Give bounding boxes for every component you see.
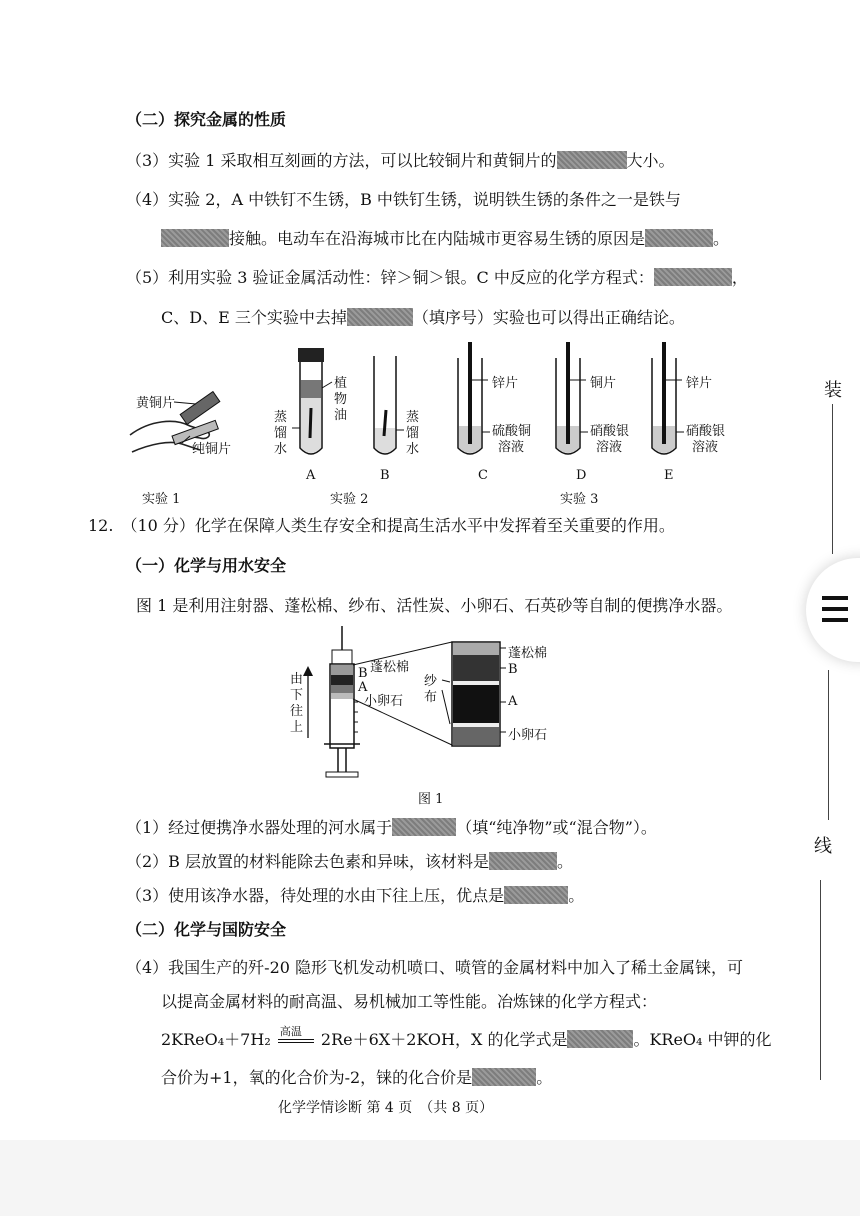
question-12-4-line1: （4）我国生产的歼-20 隐形飞机发动机喷口、喷管的金属材料中加入了稀土金属铼，可 xyxy=(126,958,744,977)
label-tube-a: A xyxy=(306,468,316,483)
answer-blank xyxy=(347,308,413,326)
label-cotton-left: 蓬松棉 xyxy=(370,660,410,675)
label-pebble-left: 小卵石 xyxy=(364,694,404,709)
section-heading-water: （一）化学与用水安全 xyxy=(126,556,287,575)
question-12-4-line2: 以提高金属材料的耐高温、易机械加工等性能。冶炼铼的化学方程式： xyxy=(161,992,658,1011)
reaction-arrow xyxy=(276,1025,316,1050)
answer-blank xyxy=(557,151,627,169)
question-12-intro: 图 1 是利用注射器、蓬松棉、纱布、活性炭、小卵石、石英砂等自制的便携净水器。 xyxy=(136,596,733,615)
answer-blank xyxy=(392,818,456,836)
equation-after: 。KReO₄ 中钾的化 xyxy=(633,1030,772,1049)
q3-text: （3）实验 1 采取相互刻画的方法，可以比较铜片和黄铜片的 xyxy=(126,151,557,170)
question-12-3 xyxy=(126,886,584,906)
label-d-metal: 铜片 xyxy=(590,376,617,391)
label-pure-copper: 纯铜片 xyxy=(192,442,232,457)
test-tube-a xyxy=(292,348,332,454)
answer-blank xyxy=(472,1068,536,1086)
label-layer-a-left: A xyxy=(358,680,368,695)
label-tube-d: D xyxy=(576,468,587,483)
question-12-title: 12. （10 分）化学在保障人类生存安全和提高生活水平中发挥着至关重要的作用。 xyxy=(88,516,675,535)
q3-text-end: 大小。 xyxy=(626,151,675,170)
equation-right: 2Re＋6X＋2KOH，X 的化学式是 xyxy=(320,1030,568,1049)
q12-2-text-end: 。 xyxy=(557,852,574,871)
q12-4-text-end: 。 xyxy=(536,1068,553,1087)
answer-blank xyxy=(504,886,568,904)
test-tube-e xyxy=(652,342,684,454)
q4-text: 接触。电动车在沿海城市比在内陆城市更容易生锈的原因是 xyxy=(229,229,646,248)
answer-blank xyxy=(645,229,713,247)
question-5-line1 xyxy=(126,268,748,288)
caption-experiment-2: 实验 2 xyxy=(330,492,369,507)
page-footer: 化学学情诊断 第 4 页 （共 8 页） xyxy=(278,1100,494,1116)
test-tube-b xyxy=(374,356,404,454)
label-tube-c: C xyxy=(478,468,488,483)
margin-line-top xyxy=(832,404,833,554)
q12-1-text: （1）经过便携净水器处理的河水属于 xyxy=(126,818,393,837)
test-tube-c xyxy=(458,342,490,454)
label-plant-oil: 植 物 油 xyxy=(334,376,348,423)
label-cotton-right: 蓬松棉 xyxy=(508,646,548,661)
question-12-4-line4 xyxy=(161,1068,552,1088)
q12-2-text: （2）B 层放置的材料能除去色素和异味，该材料是 xyxy=(126,852,490,871)
equation-left: 2KReO₄＋7H₂ xyxy=(161,1030,271,1049)
q12-4-text: 合价为+1，氧的化合价为-2，铼的化合价是 xyxy=(161,1068,473,1087)
question-12-1 xyxy=(126,818,657,838)
question-4-line1: （4）实验 2，A 中铁钉不生锈，B 中铁钉生锈，说明铁生锈的条件之一是铁与 xyxy=(126,190,681,209)
caption-figure-1: 图 1 xyxy=(418,792,444,807)
margin-char-bottom: 线 xyxy=(814,836,832,857)
answer-blank xyxy=(567,1030,633,1048)
label-layer-b-right: B xyxy=(508,662,518,677)
section-heading-defense: （二）化学与国防安全 xyxy=(126,920,287,939)
question-12-2 xyxy=(126,852,573,872)
label-tube-e: E xyxy=(664,468,674,483)
section-heading-metal: （二）探究金属的性质 xyxy=(126,110,287,129)
margin-line-bottom xyxy=(820,880,821,1080)
reaction-condition: 高温 xyxy=(279,1025,302,1038)
q12-1-text-end: （填“纯净物”或“混合物”）。 xyxy=(456,818,657,837)
caption-experiment-3: 实验 3 xyxy=(560,492,599,507)
q4-text-end: 。 xyxy=(713,229,730,248)
test-tube-d xyxy=(556,342,588,454)
label-tube-b: B xyxy=(380,468,390,483)
label-d-solution: 硝酸银 溶液 xyxy=(590,424,630,455)
label-layer-b-left: B xyxy=(358,666,368,681)
label-direction: 由 下 往 上 xyxy=(290,672,304,735)
q12-3-text: （3）使用该净水器，待处理的水由下往上压，优点是 xyxy=(126,886,505,905)
viewer-background xyxy=(0,1140,860,1216)
q5-text-comma: ， xyxy=(731,268,748,287)
menu-button[interactable] xyxy=(806,558,860,662)
label-pebble-right: 小卵石 xyxy=(508,728,548,743)
question-4-line2 xyxy=(161,229,729,249)
label-layer-a-right: A xyxy=(508,694,518,709)
answer-blank xyxy=(654,268,732,286)
margin-char-top: 装 xyxy=(824,380,842,401)
label-e-metal: 锌片 xyxy=(686,376,713,391)
label-e-solution: 硝酸银 溶液 xyxy=(686,424,726,455)
label-c-solution: 硫酸铜 溶液 xyxy=(492,424,532,455)
q5-text-2: C、D、E 三个实验中去掉 xyxy=(161,308,347,327)
margin-line-mid xyxy=(828,670,829,820)
label-distilled-water-a: 蒸 馏 水 xyxy=(274,410,288,457)
label-distilled-water-b: 蒸 馏 水 xyxy=(406,410,420,457)
label-gauze: 纱 布 xyxy=(424,674,438,705)
label-c-metal: 锌片 xyxy=(492,376,519,391)
answer-blank xyxy=(489,852,557,870)
q5-text-3: （填序号）实验也可以得出正确结论。 xyxy=(412,308,685,327)
q12-3-text-end: 。 xyxy=(568,886,585,905)
question-5-line2 xyxy=(161,308,685,328)
caption-experiment-1: 实验 1 xyxy=(142,492,181,507)
answer-blank xyxy=(161,229,229,247)
q5-text: （5）利用实验 3 验证金属活动性：锌＞铜＞银。C 中反应的化学方程式： xyxy=(126,268,654,287)
label-brass: 黄铜片 xyxy=(136,396,176,411)
question-12-4-equation xyxy=(161,1025,772,1050)
question-3 xyxy=(126,151,675,171)
experiments-figure xyxy=(120,340,740,515)
